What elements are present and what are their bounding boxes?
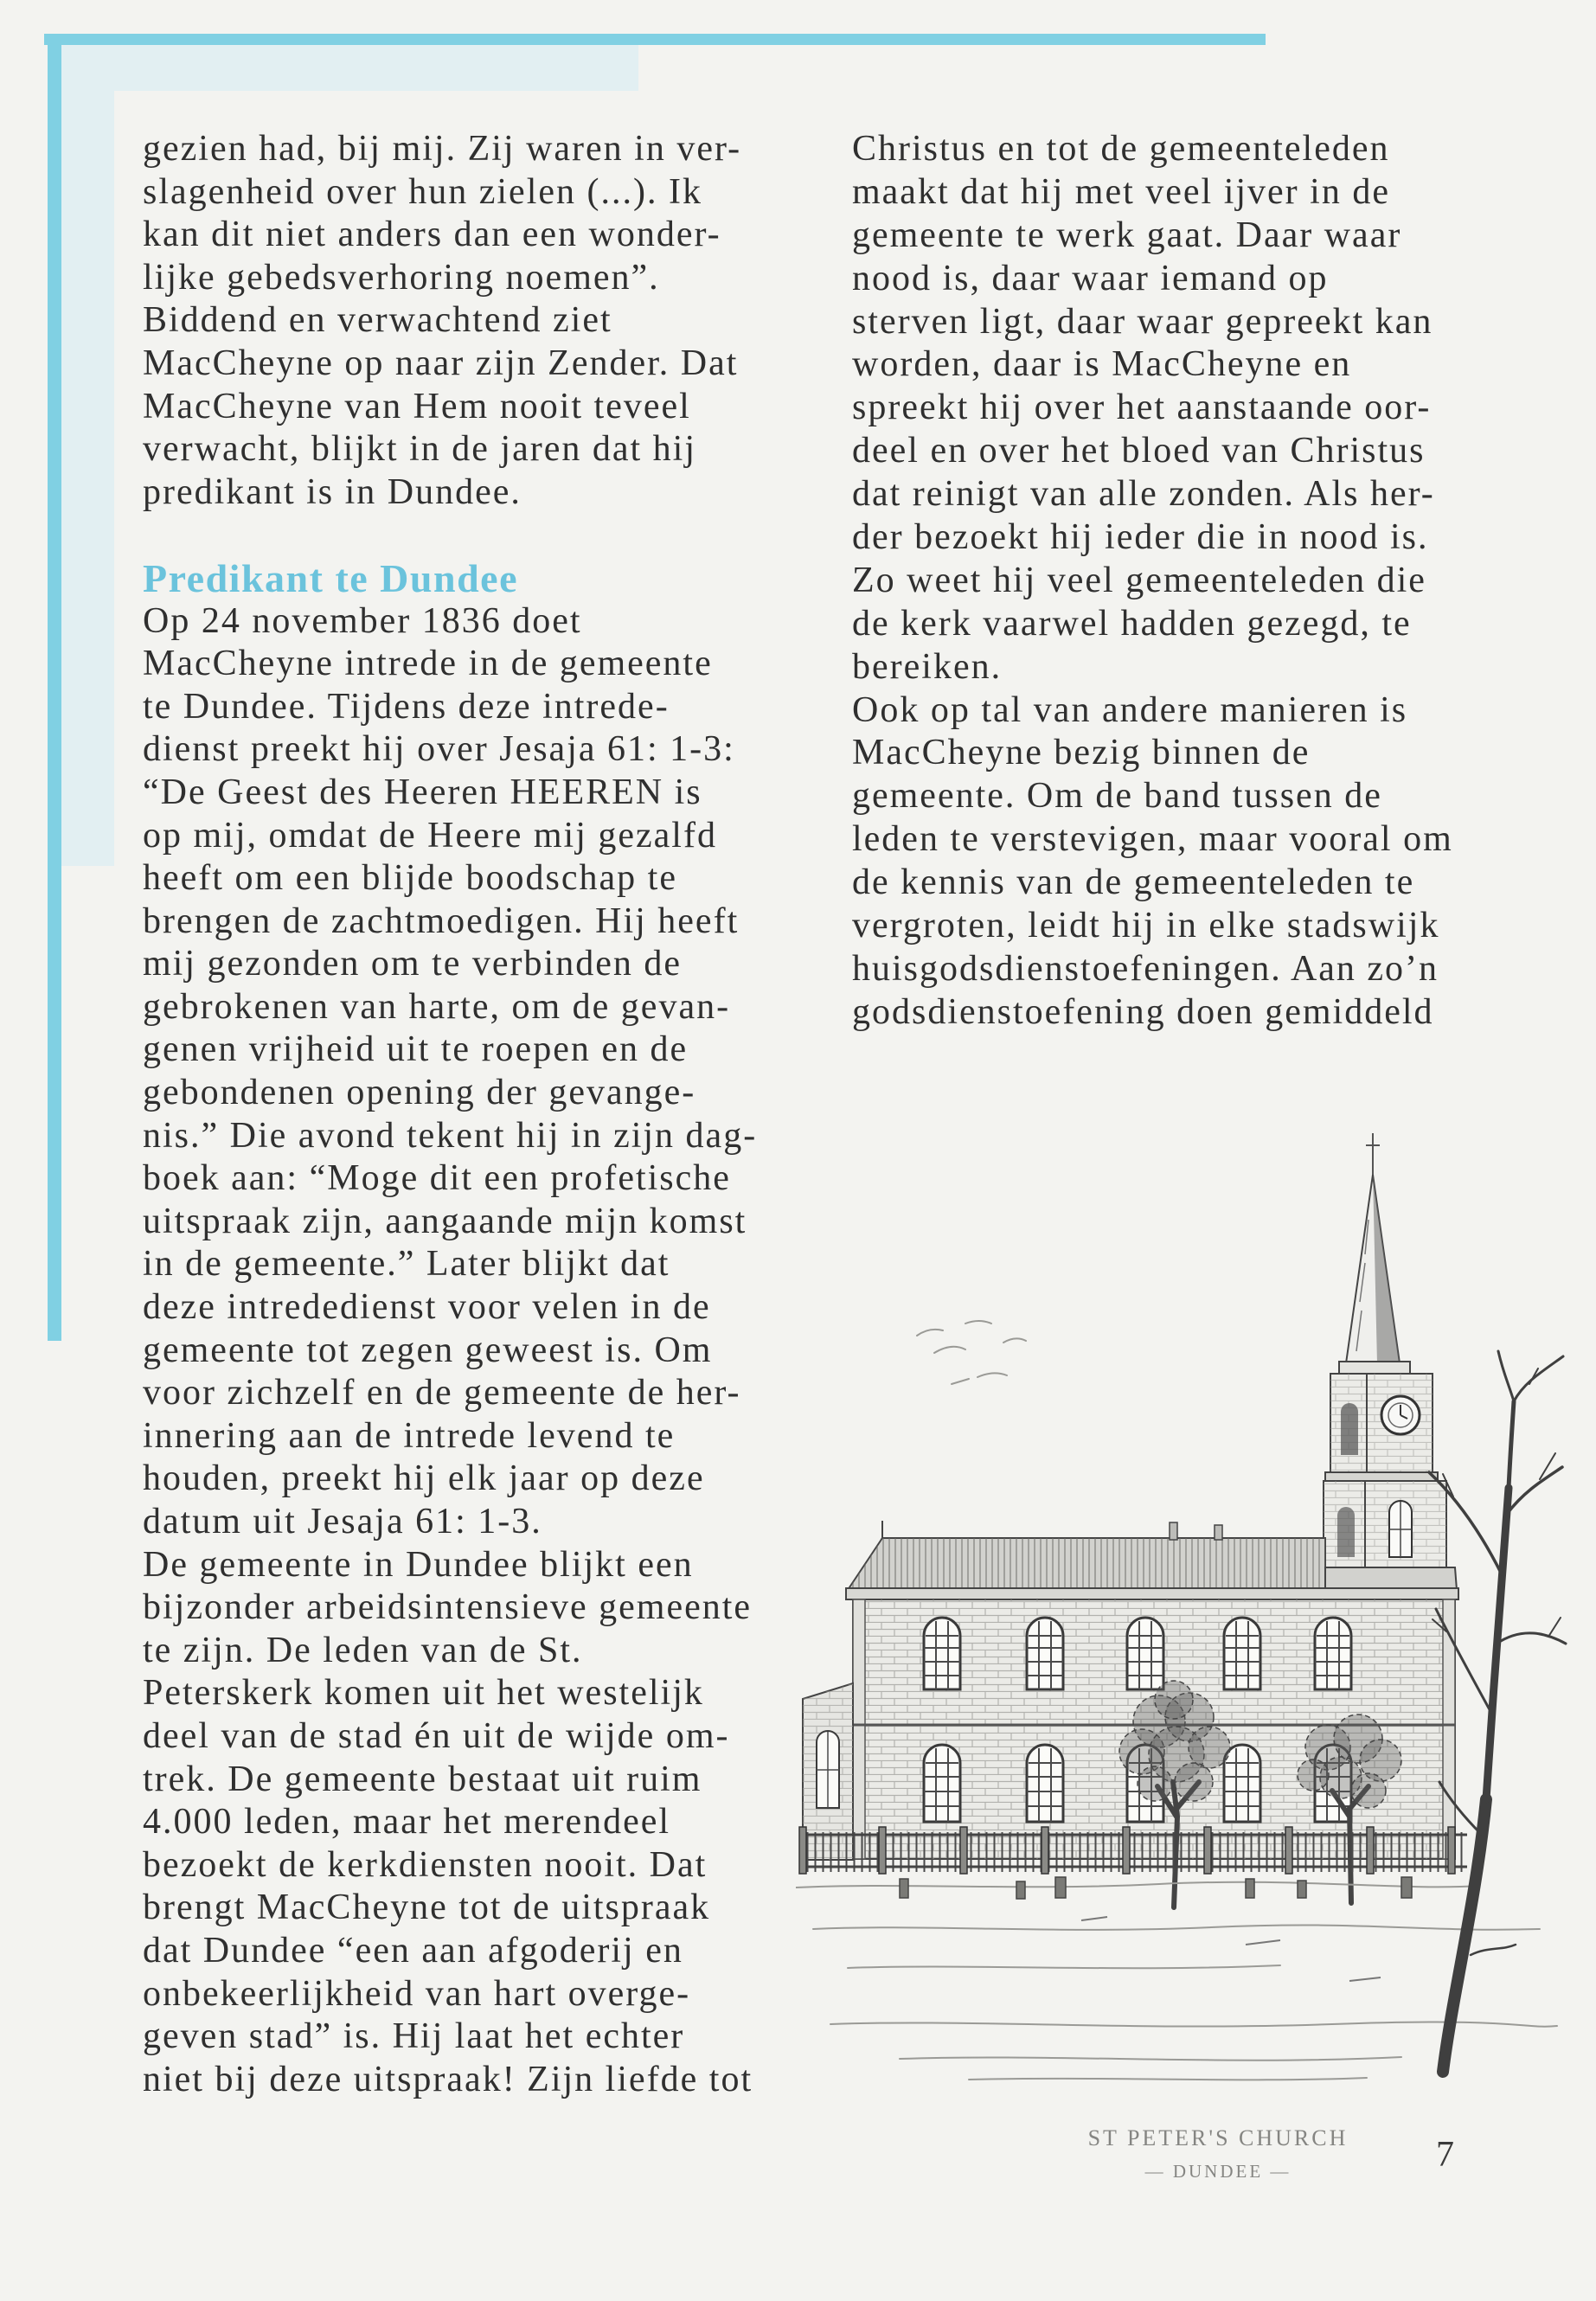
text-line: Biddend en verwachtend ziet xyxy=(143,300,612,341)
paragraph xyxy=(143,600,800,1544)
text-line: boek aan: “Moge dit een profetische xyxy=(143,1158,731,1199)
accent-tint-left xyxy=(61,44,114,866)
illustration-caption xyxy=(1036,2121,1400,2187)
text-line: predikant is in Dundee. xyxy=(143,471,522,512)
church-drawing xyxy=(796,1125,1574,2093)
text-line: bezoekt de kerkdiensten nooit. Dat xyxy=(143,1844,708,1885)
text-line: de kerk vaarwel hadden gezegd, te xyxy=(852,603,1412,644)
text-line: dienst preekt hij over Jesaja 61: 1-3: xyxy=(143,729,735,770)
text-line: innering aan de intrede levend te xyxy=(143,1415,676,1456)
text-line: worden, daar is MacCheyne en xyxy=(852,344,1352,385)
church-window xyxy=(1315,1618,1351,1689)
caption-title: ST PETER'S CHURCH xyxy=(1087,2125,1349,2150)
church-window xyxy=(1127,1618,1163,1689)
text-line: leden te verstevigen, maar vooral om xyxy=(852,819,1453,860)
text-line: maakt dat hij met veel ijver in de xyxy=(852,171,1390,212)
text-line: gemeente te werk gaat. Daar waar xyxy=(852,215,1402,255)
text-line: deel en over het bloed van Christus xyxy=(852,431,1426,471)
text-line: dat reinigt van alle zonden. Als her- xyxy=(852,474,1435,515)
text-line: gezien had, bij mij. Zij waren in ver- xyxy=(143,129,742,169)
church-illustration xyxy=(796,1125,1574,2093)
church-window xyxy=(924,1618,960,1689)
text-line: gemeente tot zegen geweest is. Om xyxy=(143,1330,713,1370)
text-line: gebrokenen van harte, om de gevan- xyxy=(143,986,731,1027)
text-line: de kennis van de gemeenteleden te xyxy=(852,862,1415,903)
section-heading: Predikant te Dundee xyxy=(143,555,518,600)
text-line: kan dit niet anders dan een wonder- xyxy=(143,215,721,255)
church-window xyxy=(1224,1745,1260,1822)
churchyard-fence xyxy=(799,1827,1467,1874)
text-line: vergroten, leidt hij in elke stadswijk xyxy=(852,906,1440,946)
paragraph xyxy=(143,128,800,514)
paragraph xyxy=(143,1544,800,2102)
text-line: niet bij deze uitspraak! Zijn liefde tot xyxy=(143,2059,753,2099)
text-line: “De Geest des Heeren HEEREN is xyxy=(143,772,702,812)
text-line: verwacht, blijkt in de jaren dat hij xyxy=(143,429,696,470)
text-line: lijke gebedsverhoring noemen”. xyxy=(143,257,660,298)
text-line: geven stad” is. Hij laat het echter xyxy=(143,2016,685,2057)
text-line: uitspraak zijn, aangaande mijn komst xyxy=(143,1201,747,1241)
text-line: te zijn. De leden van de St. xyxy=(143,1630,583,1670)
accent-tint-top xyxy=(61,44,638,91)
text-line: datum uit Jesaja 61: 1-3. xyxy=(143,1502,542,1541)
caption-place: — DUNDEE — xyxy=(1144,2161,1292,2182)
page-number: 7 xyxy=(1436,2135,1454,2175)
text-line: De gemeente in Dundee blijkt een xyxy=(143,1544,694,1585)
text-line: bereiken. xyxy=(852,646,1003,687)
text-line: deel van de stad én uit de wijde om- xyxy=(143,1715,730,1756)
text-line: in de gemeente.” Later blijkt dat xyxy=(143,1244,670,1285)
text-line: MacCheyne bezig binnen de xyxy=(852,733,1311,773)
text-line: heeft om een blijde boodschap te xyxy=(143,858,677,899)
text-line: spreekt hij over het aanstaande oor- xyxy=(852,388,1432,428)
text-line: huisgodsdienstoefeningen. Aan zo’n xyxy=(852,948,1439,989)
text-line: MacCheyne intrede in de gemeente xyxy=(143,644,713,684)
church-window xyxy=(1027,1618,1063,1689)
text-line: gebondenen opening der gevange- xyxy=(143,1073,696,1113)
paragraph xyxy=(852,689,1509,1035)
text-line: slagenheid over hun zielen (...). Ik xyxy=(143,171,702,212)
text-line: voor zichzelf en de gemeente de her- xyxy=(143,1373,741,1413)
clock-face xyxy=(1381,1396,1420,1434)
accent-bar-left xyxy=(48,34,61,1341)
text-line: deze intrededienst voor velen in de xyxy=(143,1287,711,1328)
text-line: Christus en tot de gemeenteleden xyxy=(852,129,1390,169)
text-line: genen vrijheid uit te roepen en de xyxy=(143,1029,689,1070)
text-line: godsdienstoefening doen gemiddeld xyxy=(852,991,1434,1032)
text-line: te Dundee. Tijdens deze intrede- xyxy=(143,686,670,727)
text-line: gemeente. Om de band tussen de xyxy=(852,776,1382,817)
text-line: bijzonder arbeidsintensieve gemeente xyxy=(143,1587,753,1628)
left-column xyxy=(143,128,800,2101)
church-spire xyxy=(1339,1133,1410,1374)
text-line: Op 24 november 1836 doet xyxy=(143,600,582,641)
text-line: sterven ligt, daar waar gepreekt kan xyxy=(852,301,1433,342)
text-line: mij gezonden om te verbinden de xyxy=(143,944,682,984)
church-window xyxy=(1224,1618,1260,1689)
text-line: nood is, daar waar iemand op xyxy=(852,258,1329,298)
text-line: MacCheyne op naar zijn Zender. Dat xyxy=(143,343,739,383)
text-line: op mij, omdat de Heere mij gezalfd xyxy=(143,815,717,856)
church-window xyxy=(924,1745,960,1822)
church-tower xyxy=(1324,1374,1446,1567)
text-line: 4.000 leden, maar het merendeel xyxy=(143,1802,671,1843)
text-line: nis.” Die avond tekent hij in zijn dag- xyxy=(143,1115,758,1156)
text-line: brengt MacCheyne tot de uitspraak xyxy=(143,1888,711,1928)
accent-bar-top xyxy=(44,34,1266,45)
church-window xyxy=(1027,1745,1063,1822)
text-line: houden, preekt hij elk jaar op deze xyxy=(143,1458,705,1499)
text-line: der bezoekt hij ieder die in nood is. xyxy=(852,517,1429,558)
text-line: onbekeerlijkheid van hart overge- xyxy=(143,1973,691,2014)
text-line: Peterskerk komen uit het westelijk xyxy=(143,1673,704,1714)
sky-sketch-strokes xyxy=(917,1321,1026,1384)
paragraph xyxy=(852,128,1509,689)
text-line: trek. De gemeente bestaat uit ruim xyxy=(143,1759,702,1799)
text-line: brengen de zachtmoedigen. Hij heeft xyxy=(143,901,740,941)
text-line: Zo weet hij veel gemeenteleden die xyxy=(852,560,1426,600)
text-line: dat Dundee “een aan afgoderij en xyxy=(143,1930,683,1971)
text-line: MacCheyne van Hem nooit teveel xyxy=(143,386,691,426)
right-column xyxy=(852,128,1509,1035)
text-line: Ook op tal van andere manieren is xyxy=(852,689,1408,730)
